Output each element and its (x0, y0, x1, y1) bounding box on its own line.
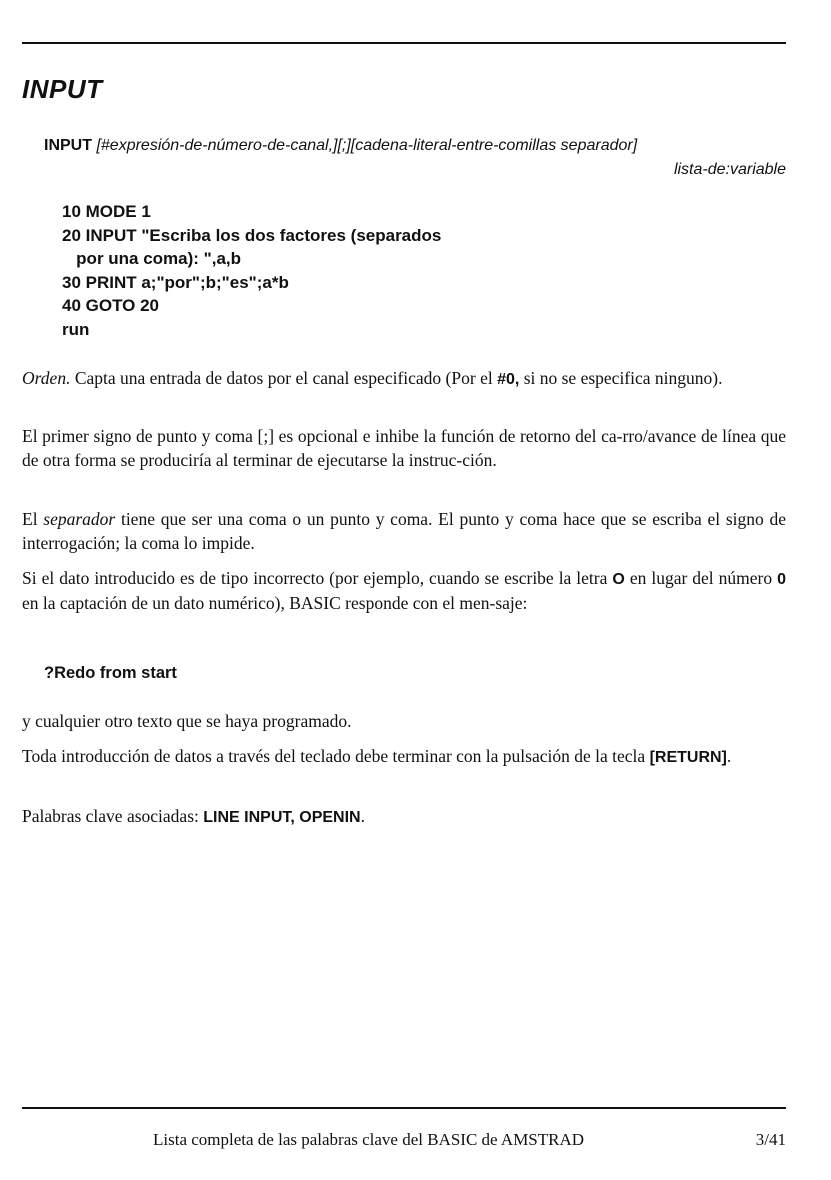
number-zero: 0 (777, 571, 786, 588)
orden-label: Orden. (22, 368, 71, 388)
paragraph-text: en lugar del número (624, 568, 778, 588)
error-message: ?Redo from start (44, 664, 177, 682)
paragraph-text: El (22, 509, 44, 529)
related-keywords: LINE INPUT, OPENIN (203, 809, 361, 826)
separador-term: separador (43, 509, 116, 529)
code-line: run (62, 319, 90, 339)
paragraph-text: Si el dato introducido es de tipo incorrecto (por ejemplo, cuando se escribe la letra (22, 568, 613, 588)
paragraph-text: Palabras clave asociadas: (22, 806, 204, 826)
code-line: 40 GOTO 20 (62, 296, 160, 315)
syntax-args-line2: lista-de:variable (673, 161, 786, 178)
footer-text: Lista completa de las palabras clave del BASIC de AMSTRAD (153, 1130, 585, 1149)
bottom-rule (22, 1107, 786, 1109)
paragraph-return (22, 745, 786, 770)
paragraph-text: . (360, 806, 365, 826)
paragraph-separador (22, 508, 786, 555)
paragraph-text: . (726, 746, 732, 766)
paragraph-related-keywords (22, 805, 786, 830)
page-footer (22, 1130, 786, 1154)
code-line: 10 MODE 1 (62, 202, 151, 221)
code-example (62, 200, 441, 341)
syntax-keyword: INPUT (44, 137, 92, 154)
paragraph-error (22, 567, 786, 615)
channel-default: #0, (497, 371, 520, 388)
paragraph-semicolon: El primer signo de punto y coma [;] es opcional e inhibe la función de retorno del ca-rro/avance de línea que de otra forma se produciría al terminar de ejecutarse la instruc-ción. (22, 426, 786, 470)
paragraph-text: tiene que ser una coma o un punto y coma. El punto y coma hace que se escriba el signo de interrogación; la coma lo impide. (22, 509, 786, 553)
code-line: 30 PRINT a;"por";b;"es";a*b (62, 272, 289, 292)
code-line: 20 INPUT "Escriba los dos factores (separados (62, 225, 442, 245)
paragraph-other-text: y cualquier otro texto que se haya programado. (22, 711, 352, 731)
syntax-block (44, 134, 786, 182)
code-line: por una coma): ",a,b (62, 249, 242, 268)
top-rule (22, 42, 786, 44)
paragraph-text: Toda introducción de datos a través del teclado debe terminar con la pulsación de la tecla (22, 746, 650, 766)
letter-o: O (612, 571, 625, 588)
paragraph-text: Capta una entrada de datos por el canal especificado (Por el (70, 368, 498, 388)
paragraph-text: en la captación de un dato numérico), BASIC responde con el men-saje: (22, 592, 528, 613)
syntax-args-line1: [#expresión-de-número-de-canal,][;][cadena-literal-entre-comillas separador] (96, 137, 638, 154)
page-number: 3/41 (755, 1130, 786, 1149)
return-key: [RETURN] (649, 749, 727, 766)
paragraph-text: si no se especifica ninguno). (519, 368, 723, 388)
paragraph-orden (22, 367, 786, 392)
page-title: INPUT (22, 74, 103, 104)
